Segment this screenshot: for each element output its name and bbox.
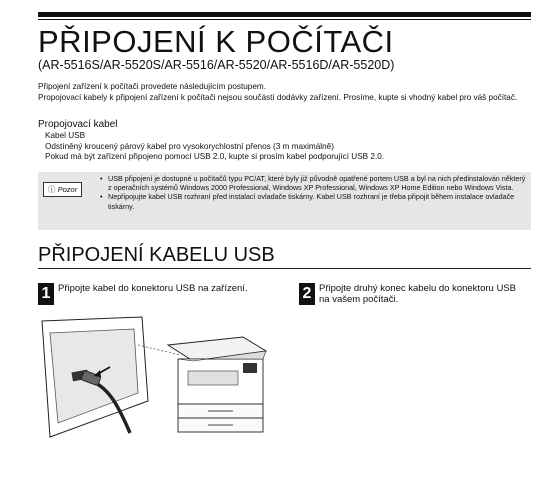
caution-list <box>100 174 527 211</box>
step-number: 2 <box>299 283 315 305</box>
model-list: (AR-5516S/AR-5520S/AR-5516/AR-5520/AR-5516D/AR-5520D) <box>38 58 395 72</box>
usb-connection-illustration <box>38 315 273 440</box>
cable-heading: Propojovací kabel <box>38 119 118 130</box>
caution-item: • Nepřipojujte kabel USB rozhraní před instalací ovladače tiskárny. Kabel USB rozhraní je třeba připojit během instalace ovladače tiskárny. <box>100 192 527 210</box>
caution-badge <box>43 182 82 197</box>
intro-line-1: Připojení zařízení k počítači provedete následujícím postupem. <box>38 82 267 91</box>
top-rule-thin <box>38 19 531 20</box>
printer-icon <box>168 337 266 432</box>
cable-info <box>45 131 384 163</box>
step-1 <box>38 283 278 307</box>
cable-spec: Odstíněný kroucený párový kabel pro vysokorychlostní přenos (3 m maximálně) <box>45 141 334 151</box>
step-number: 1 <box>38 283 54 305</box>
top-rule <box>38 12 531 17</box>
step-2 <box>299 283 539 307</box>
section-title: PŘIPOJENÍ KABELU USB <box>38 244 275 266</box>
section-rule <box>38 268 531 269</box>
caution-box <box>38 172 531 230</box>
cable-usb2-note: Pokud má být zařízení připojeno pomocí USB 2.0, kupte si prosím kabel podporující USB 2.0. <box>45 152 385 161</box>
cable-type: Kabel USB <box>45 131 86 140</box>
intro-text <box>38 82 531 103</box>
step-text: Připojte druhý konec kabelu do konektoru USB na vašem počítači. <box>319 283 516 305</box>
caution-icon: ⓘ <box>48 185 56 194</box>
step-text: Připojte kabel do konektoru USB na zařízení. <box>58 283 248 294</box>
page-title: PŘIPOJENÍ K POČÍTAČI <box>38 24 394 59</box>
caution-label: Pozor <box>57 185 78 194</box>
intro-line-2: Propojovací kabely k připojení zařízení k počítači nejsou součástí dodávky zařízení. Prosíme, kupte si vhodný kabel pro váš počítač. <box>38 92 518 102</box>
caution-item: • USB připojení je dostupné u počítačů typu PC/AT, které byly již původně opatřené portem USB a byl na nich předinstalován některý z operačních systémů Windows 2000 Professional, Windows XP Professional, Windows XP Home Edition nebo Windows Vista. <box>100 174 527 192</box>
